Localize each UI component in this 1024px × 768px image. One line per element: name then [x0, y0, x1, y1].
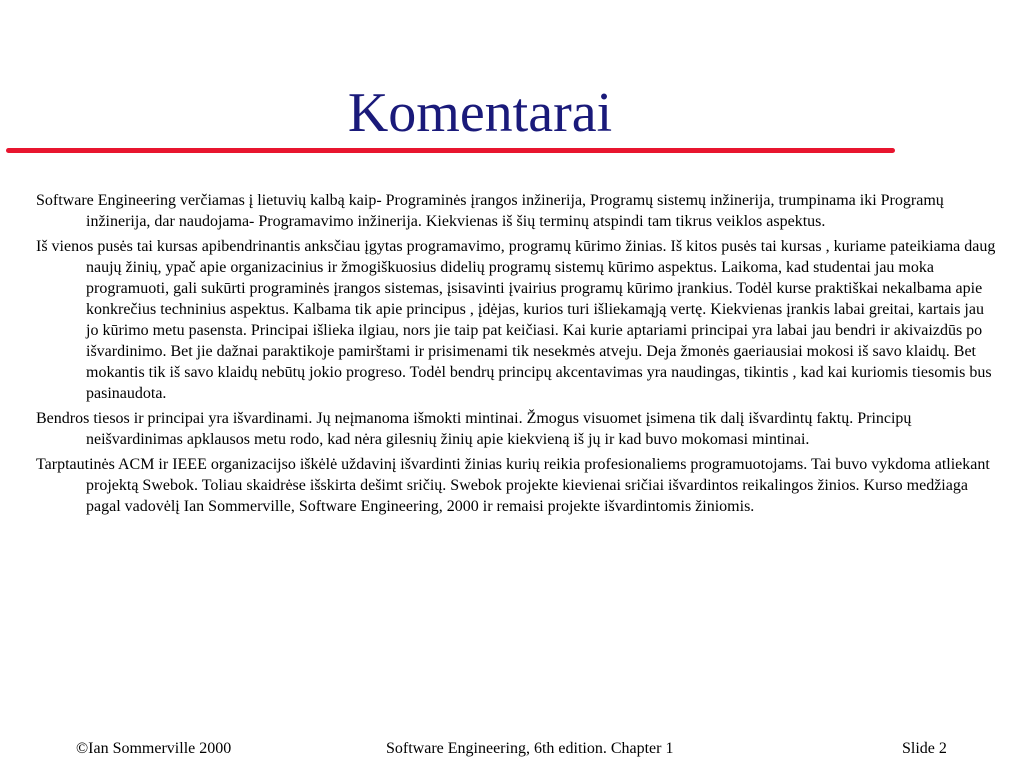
footer-book-title: Software Engineering, 6th edition. Chapter 1: [386, 740, 674, 757]
footer-copyright: ©Ian Sommerville 2000: [76, 740, 232, 757]
title-underline: [6, 148, 895, 153]
paragraph-course-scope: Iš vienos pusės tai kursas apibendrinantis anksčiau įgytas programavimo, programų kūrimo žinias. Iš kitos pusės tai kursas , kuriame pateikiama daug naujų žinių, ypač apie organizacinius ir žmogiškuosius didelių programų sistemų kūrimo aspektus. Laikoma, kad studentai jau moka programuoti, gali sukūrti programinės įrangos sistemas, įsisavinti įvairius programų kūrimo įrankius. Todėl kurse praktiškai nekalbama apie konkrečius techninius aspektus. Kalbama tik apie principus , įdėjas, kurios turi išliekamąją vertę. Kiekvienas įrankis labai greitai, kartais jau jo kūrimo metu pasensta. Principai išlieka ilgiau, nors jie taip pat keičiasi. Kai kurie aptariami principai yra labai jau bendri ir akivaizdūs po išvardinimo. Bet jie dažnai paraktikoje pamirštami ir prisimenami tik nesekmės atveju. Deja žmonės gaeriausiai mokosi iš savo klaidų. Bet mokantis tik iš savo klaidų nebūtų jokio progreso. Todėl bendrų principų akcentavimas yra naudingas, tikintis , kad kai kuriomis tiesomis bus pasinaudota.: [36, 238, 996, 402]
footer-slide-number: Slide 2: [902, 740, 947, 757]
paragraph-terminology: Software Engineering verčiamas į lietuvių kalbą kaip- Programinės įrangos inžinerija, Programų sistemų inžinerija, trumpinama iki Programų inžinerija, dar naudojama- Programavimo inžinerija. Kiekvienas iš šių terminų atspindi tam tikrus veiklos aspektus.: [36, 192, 944, 230]
slide-body: [36, 190, 998, 521]
slide-title: Komentarai: [347, 82, 613, 144]
paragraph-principles: Bendros tiesos ir principai yra išvardinami. Jų neįmanoma išmokti mintinai. Žmogus visuomet įsimena tik dalį išvardintų faktų. Principų neišvardinimas apklausos metu rodo, kad nėra gilesnių žinių apie kiekvieną iš jų ir kad buvo mokomasi mintinai.: [36, 410, 912, 448]
paragraph-swebok: Tarptautinės ACM ir IEEE organizacijso iškėlė uždavinį išvardinti žinias kurių reikia profesionaliems programuotojams. Tai buvo vykdoma atliekant projektą Swebok. Toliau skaidrėse išskirta dešimt sričių. Swebok projekte kievienai sričiai išvardintos reikalingos žinios. Kurso medžiaga pagal vadovėlį Ian Sommerville, Software Engineering, 2000 ir remaisi projekte išvardintomis žiniomis.: [36, 456, 990, 515]
